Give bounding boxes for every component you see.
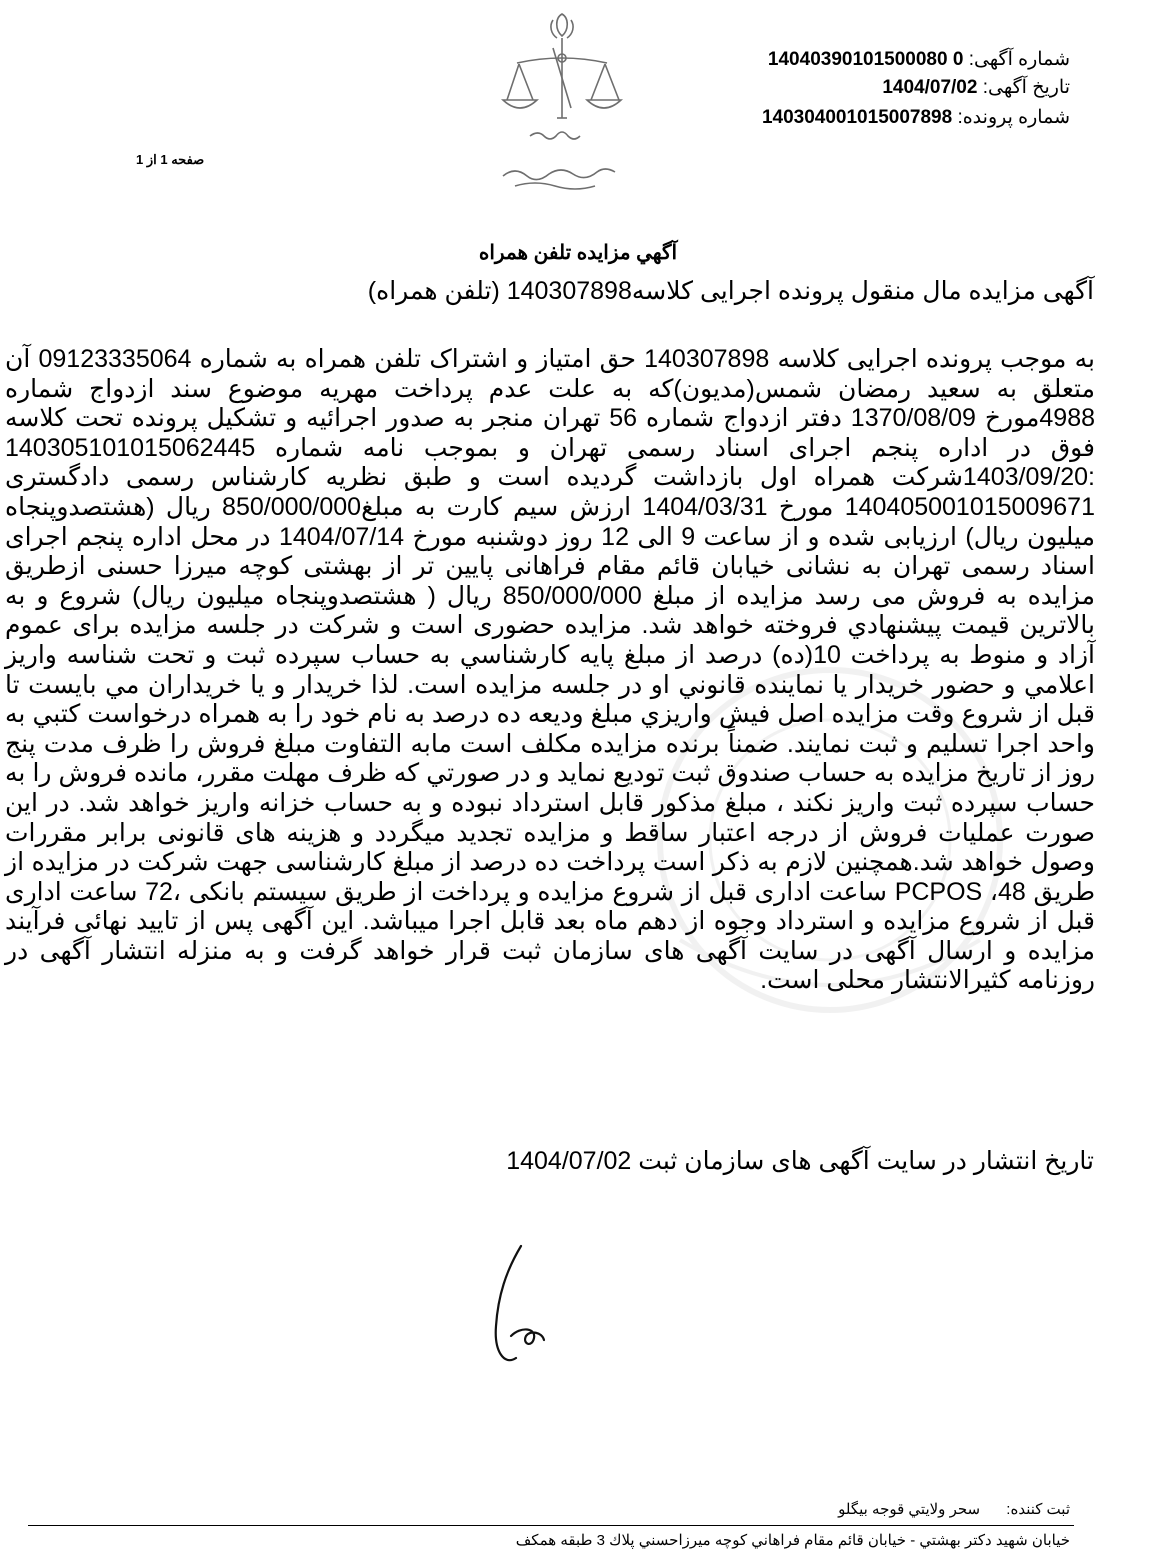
notice-subheading: آگهی مزایده مال منقول پرونده اجرایی کلاسه140307898 (تلفن همراه) [367, 277, 1094, 305]
publish-date-line: تاریخ انتشار در سایت آگهی های سازمان ثبت 1404/07/02 [506, 1147, 1094, 1175]
registrar-name: سحر ولايتي قوجه بيگلو [838, 1501, 981, 1518]
footer-divider [28, 1525, 1074, 1526]
notice-number-row [768, 48, 1070, 71]
case-number-row [762, 106, 1070, 129]
case-number-label: شماره پرونده: [957, 107, 1070, 128]
registrar-label: ثبت كننده: [1006, 1501, 1070, 1518]
notice-number-label: شماره آگهی: [968, 49, 1070, 70]
notice-heading: آگهي مزايده تلفن همراه [478, 242, 678, 264]
signature-icon [426, 1226, 586, 1386]
notice-date: 1404/07/02 [882, 77, 978, 98]
judiciary-emblem-icon [495, 8, 630, 193]
case-number: 140304001015007898 [761, 107, 953, 128]
notice-date-row [882, 76, 1070, 99]
notice-number: 14040390101500080 0 [767, 49, 964, 70]
office-address: خيابان شهيد دكتر بهشتي - خيابان قائم مقام فراهاني كوچه ميرزاحسني پلاك 3 طبقه همكف [515, 1532, 1070, 1549]
page-indicator: صفحه 1 از 1 [136, 152, 205, 167]
notice-body: به موجب پرونده اجرایی کلاسه 140307898 حق امتیاز و اشتراک تلفن همراه به شماره 09123335064 آن متعلق به سعید رمضان شمس(مدیون)که به علت عدم پرداخت مهریه موضوع سند ازدواج شماره 4988مورخ 1370/08/09 دفتر ازدواج شماره 56 تهران منجر به صدور اجرائیه و تشکیل پرونده تحت کلاسه فوق در اداره پنجم اجرای اسناد رسمی تهران و بموجب نامه شماره 140305101015062445 :1403/09/20شرکت همراه اول بازداشت گردیده است و طبق نظریه کارشناس رسمی دادگستری 140405001015009671 مورخ 1404/03/31 ارزش سیم کارت به مبلغ850/000/000 ریال (هشتصدوپنجاه میلیون ریال) ارزیابی شده و از ساعت 9 الی 12 روز دوشنبه مورخ 1404/07/14 در محل اداره پنجم اجرای اسناد رسمی تهران به نشانی خیابان قائم مقام فراهانی پایین تر از بهشتی کوچه میرزا حسنی ازطریق مزایده به فروش می رسد مزایده از مبلغ 850/000/000 ریال ( هشتصدوپنجاه میلیون ریال) شروع و به بالاترين قيمت پيشنهادي فروخته خواهد شد. مزايده حضوری است و شرکت در جلسه مزایده برای عموم آزاد و منوط به پرداخت 10(ده) درصد از مبلغ پايه كارشناسي به حساب سپرده ثبت و تحت شناسه واريز اعلامي و حضور خريدار يا نماينده قانوني او در جلسه مزايده است. لذا خريدار و يا خريداران مي بايست تا قبل از شروع وقت مزايده اصل فيش واريزي مبلغ وديعه ده درصد به نام خود را به همراه درخواست كتبي به واحد اجرا تسليم و ثبت نمايند. ضمناً برنده مزايده مكلف است مابه التفاوت مبلغ فروش را ظرف مدت پنج روز از تاريخ مزايده به حساب صندوق ثبت توديع نمايد و در صورتي كه ظرف مهلت مقرر، مانده فروش را به حساب سپرده ثبت واريز نكند ، مبلغ مذكور قابل استرداد نبوده و به حساب خزانه واريز خواهد شد. در اين صورت عمليات فروش از درجه اعتبار ساقط و مزايده تجديد ميگردد و هزينه های قانونی برابر مقررات وصول خواهد شد.همچنین لازم به ذکر است پرداخت ده درصد از مبلغ کارشناسی جهت شرکت در مزایده از طریق 48، PCPOS ساعت اداری قبل از شروع مزایده و پرداخت از طریق سیستم بانکی ،72 ساعت اداری قبل از شروع مزایده و استرداد وجوه از دهم ماه بعد قابل اجرا میباشد. این آگهی پس از تایید نهائی فرآیند مزایده و ارسال آگهی در سایت آگهی های سازمان ثبت قرار خواهد گرفت و به منزله انتشار آگهی در روزنامه کثیرالانتشار محلی است. [5, 345, 1096, 995]
registrar-line [838, 1500, 1070, 1518]
notice-date-label: تاریخ آگهی: [982, 77, 1070, 98]
